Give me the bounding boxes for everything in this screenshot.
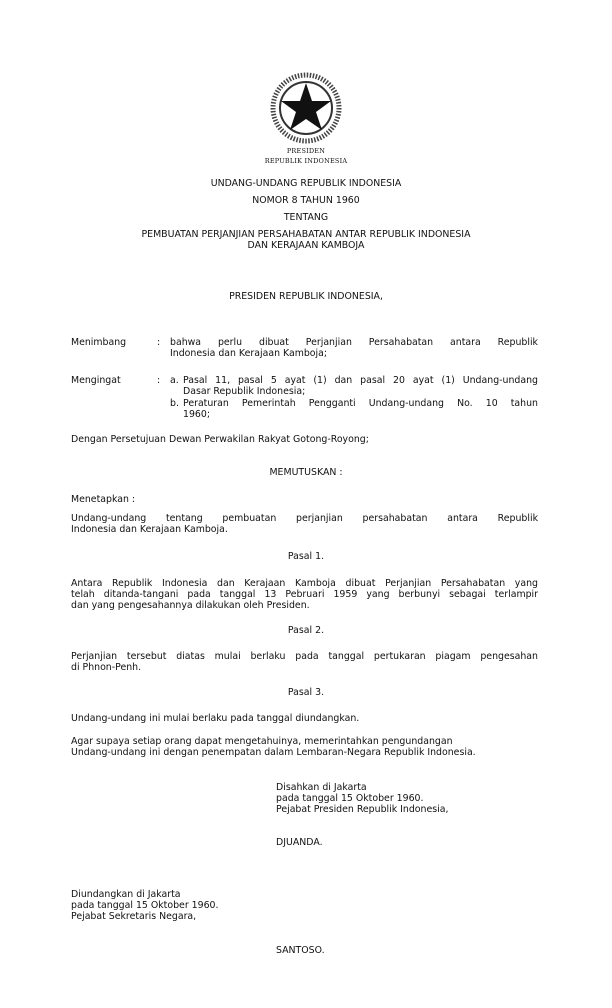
title-line1: UNDANG-UNDANG REPUBLIK INDONESIA xyxy=(210,178,402,189)
pasal1-text-3: dan yang pengesahannya dilakukan oleh Presiden. xyxy=(71,600,310,611)
disahkan-place: Disahkan di Jakarta xyxy=(276,782,367,793)
diundangkan-place: Diundangkan di Jakarta xyxy=(71,889,181,900)
mengingat-a-text-1: Pasal 11, pasal 5 ayat (1) dan pasal 20 ayat (1) Undang-undang xyxy=(183,375,538,386)
mengingat-a-text-2: Dasar Republik Indonesia; xyxy=(183,386,306,397)
diundangkan-signatory: SANTOSO. xyxy=(276,945,325,956)
menimbang-label: Menimbang xyxy=(71,337,127,348)
mengingat-label: Mengingat xyxy=(71,375,121,386)
garuda-seal-icon xyxy=(268,70,344,146)
title-line4: PEMBUATAN PERJANJIAN PERSAHABATAN ANTAR REPUBLIK INDONESIA xyxy=(141,229,471,240)
disahkan-official: Pejabat Presiden Republik Indonesia, xyxy=(276,804,449,815)
disahkan-signatory: DJUANDA. xyxy=(276,837,323,848)
pasal2-heading: Pasal 2. xyxy=(287,625,325,636)
pasal3-text-1: Undang-undang ini mulai berlaku pada tanggal diundangkan. xyxy=(71,713,360,724)
menetapkan-label: Menetapkan : xyxy=(71,494,136,505)
mengingat-b-text-2: 1960; xyxy=(183,409,211,420)
mengingat-b-mark: b. xyxy=(170,398,179,409)
pasal3-text-2: Agar supaya setiap orang dapat mengetahuinya, memerintahkan pengundangan xyxy=(71,736,453,747)
pasal2-text-1: Perjanjian tersebut diatas mulai berlaku pada tanggal pertukaran piagam pengesahan xyxy=(71,651,538,662)
pasal1-heading: Pasal 1. xyxy=(287,551,325,562)
header-line1: PRESIDEN xyxy=(286,147,326,155)
menimbang-colon: : xyxy=(157,337,161,348)
mengingat-b-text-1: Peraturan Pemerintah Pengganti Undang-undang No. 10 tahun xyxy=(183,398,538,409)
disahkan-date: pada tanggal 15 Oktober 1960. xyxy=(276,793,424,804)
mengingat-a-mark: a. xyxy=(170,375,179,386)
title-line5: DAN KERAJAAN KAMBOJA xyxy=(247,240,365,251)
mengingat-colon: : xyxy=(157,375,161,386)
pasal1-text-2: telah ditanda-tangani pada tanggal 13 Pebruari 1959 yang berbunyi sebagai terlampir xyxy=(71,589,538,600)
pasal3-heading: Pasal 3. xyxy=(287,687,325,698)
diundangkan-date: pada tanggal 15 Oktober 1960. xyxy=(71,900,219,911)
title-line3: TENTANG xyxy=(283,212,329,223)
pasal3-text-3: Undang-undang ini dengan penempatan dalam Lembaran-Negara Republik Indonesia. xyxy=(71,747,476,758)
memutuskan-heading: MEMUTUSKAN : xyxy=(269,467,343,478)
menetapkan-text-2: Indonesia dan Kerajaan Kamboja. xyxy=(71,524,228,535)
menimbang-text-2: Indonesia dan Kerajaan Kamboja; xyxy=(170,348,328,359)
menetapkan-text-1: Undang-undang tentang pembuatan perjanjian persahabatan antara Republik xyxy=(71,513,538,524)
diundangkan-official: Pejabat Sekretaris Negara, xyxy=(71,911,197,922)
header-line2: REPUBLIK INDONESIA xyxy=(264,157,348,165)
pasal1-text-1: Antara Republik Indonesia dan Kerajaan Kamboja dibuat Perjanjian Persahabatan yang xyxy=(71,578,538,589)
pasal2-text-2: di Phnon-Penh. xyxy=(71,662,142,673)
persetujuan-text: Dengan Persetujuan Dewan Perwakilan Rakyat Gotong-Royong; xyxy=(71,434,369,445)
president-heading: PRESIDEN REPUBLIK INDONESIA, xyxy=(229,291,383,302)
menimbang-text-1: bahwa perlu dibuat Perjanjian Persahabatan antara Republik xyxy=(170,337,538,348)
title-line2: NOMOR 8 TAHUN 1960 xyxy=(252,195,360,206)
